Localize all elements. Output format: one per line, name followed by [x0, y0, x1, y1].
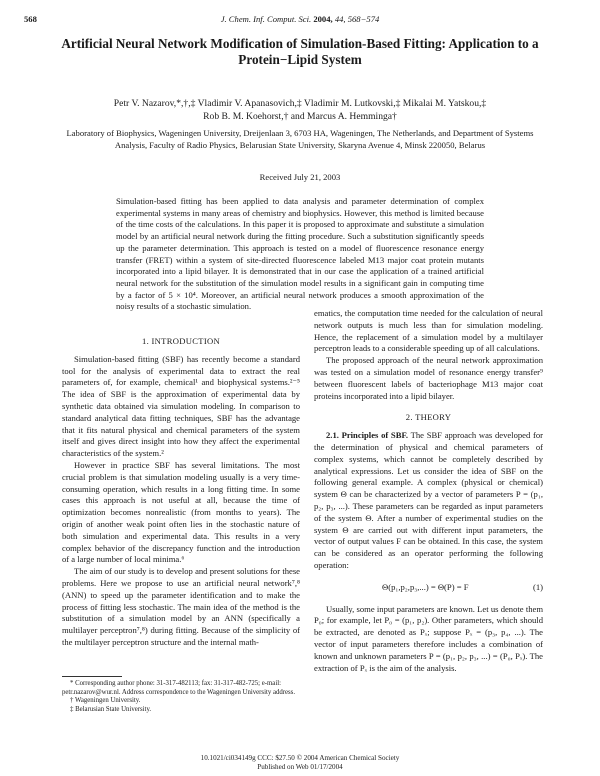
theory-paragraph-1-text: The SBF approach was developed for the determination of physical and chemical parameters of complex systems, which cannot be completely described by analytical expressions. Let us consider the idea of SBF on the following general example. A complex (physical or chemical) system Θ can be characterized by a vector of parameters P = (p₁, p₂, p₃, ...). These parameters can be regarded as input parameters of the system Θ. After a number of experimental studies on the system Θ are carried out with different input parameters, the vector of output values F can be obtained. In this case, the system can be considered as an operator performing the following operation: [314, 430, 544, 570]
paper-title: Artificial Neural Network Modification of Simulation-Based Fitting: Application to a Protein−Lipid System [61, 36, 539, 67]
journal-volume-pages: 44, 568−574 [334, 14, 380, 24]
journal-year: 2004, [313, 14, 333, 24]
footnote-corresponding: * Corresponding author phone: 31-317-482113; fax: 31-317-482-725; e-mail: petr.nazarov@wur.nl. Address correspondence to the Wageningen University address. [62, 680, 296, 696]
abstract: Simulation-based fitting has been applied to data analysis and parameter determination of complex experimental systems in many areas of chemistry and biophysics. However, this method is limited because of the time costs of the calculations. In this paper it is proposed to approximate and substitute a simulation model by an artificial neural network during the fitting procedure. Such a substitution significantly speeds up the parameter determination. This approach is tested on a model of fluorescence resonance energy transfer (FRET) within a system of site-directed fluorescence labeled M13 major coat protein mutants incorporated into a lipid bilayer. It is demonstrated that in our case the application of a trained artificial neural network for the substitution of the simulation model results in a significant gain in computing time by a factor of 5 × 10⁴. Moreover, an artificial neural network produces a smooth approximation of the noisy results of a stochastic simulation. [116, 196, 484, 312]
equation-number: (1) [532, 581, 543, 592]
equation-body: Θ(p₁,p₂,p₃,...) = Θ(P) = F [382, 581, 469, 592]
subsection-heading-sbf: 2.1. Principles of SBF. [326, 430, 409, 441]
footnote-dagger: † Wageningen University. [70, 697, 141, 705]
section-heading-introduction: 1. INTRODUCTION [141, 336, 221, 346]
intro-paragraph-2: However in practice SBF has several limitations. The most crucial problem is that simulation modeling usually is a very time-consuming operation, which results in a long fitting time. In some cases this approach is not useful at all, because the time of optimization becomes nonrealistic (from months to years). The origin of another weak point often lies in the stochastic nature of both simulation and experimental data. This results in a very complex behavior of the discrepancy function and the introduction of a large number of local minima.⁶ [62, 459, 300, 565]
right-column [314, 308, 543, 674]
theory-paragraph-1 [314, 430, 543, 572]
affiliations: Laboratory of Biophysics, Wageningen University, Dreijenlaan 3, 6703 HA, Wageningen, The Netherlands, and Department of Systems Analysis, Faculty of Radio Physics, Belarusian State University, Skaryna Avenue 4, Minsk 220050, Belarus [66, 128, 534, 150]
authors-line-1: Petr V. Nazarov,*,†,‡ Vladimir V. Apanasovich,‡ Vladimir M. Lutkovski,‡ Mikalai M. Yatskou,‡ [113, 98, 487, 109]
footnotes [62, 676, 300, 714]
intro-paragraph-3: The aim of our study is to develop and present solutions for these problems. Here we propose to use an artificial neural network⁷,⁸ (ANN) to speed up the parameter identification and to make the process of fitting less stochastic. The main idea of the method is the substitution of a simulation model by an ANN (specifically a multilayer perceptron⁷,⁸) during fitting. Because of the simplicity of the multilayer perceptron structure and the internal math- [62, 566, 300, 647]
footnote-ddagger: ‡ Belarusian State University. [70, 705, 152, 713]
theory-paragraph-2: Usually, some input parameters are known. Let us denote them P₀; for example, let P₀ = (p₁, p₂). Other parameters, which should be extracted, are denoted as Pₓ; suppose Pₓ = (p₃, p₄, ...). The vector of input parameters therefore includes a combination of known and unknown parameters P = (p₁, p₂, p₃, ...) = (P₀, Pₓ). The extraction of Pₓ is the aim of the analysis. [314, 603, 543, 673]
received-date: Received July 21, 2003 [259, 172, 341, 182]
journal-citation [24, 14, 576, 24]
intro-paragraph-4: ematics, the computation time needed for the calculation of neural network outputs is much less than for simulation modeling. Hence, the replacement of a simulation model by a multilayer perceptron leads to a considerable speeding up of all calculations. [314, 308, 543, 354]
authors-line-2: Rob B. M. Koehorst,† and Marcus A. Hemminga† [203, 110, 397, 122]
footnote-rule [62, 676, 122, 677]
equation-1 [314, 582, 543, 594]
publication-footer [0, 754, 600, 772]
author-list [70, 98, 530, 123]
published-date: Published on Web 01/17/2004 [257, 763, 343, 771]
journal-name: J. Chem. Inf. Comput. Sci. [220, 14, 312, 24]
left-column [62, 336, 300, 649]
intro-paragraph-1: Simulation-based fitting (SBF) has recently become a standard tool for the analysis of experimental data to extract the real parameters of, for example, chemical¹ and biophysical systems.²⁻⁵ The idea of SBF is the approximation of experimental data by synthetic data obtained via simulation modeling. In comparison to standard analytical data fitting techniques, SBF has the advantage that it fits natural physical and chemical parameters of the system itself and gives direct insight into how they affect the experimental characteristics of the system.² [62, 353, 300, 459]
section-heading-theory: 2. THEORY [405, 412, 452, 423]
intro-paragraph-5: The proposed approach of the neural network approximation was tested on a simulation model of resonance energy transfer⁹ between fluorescent labels of bacteriophage M13 major coat proteins incorporated into a lipid bilayer. [314, 355, 543, 401]
page-number: 568 [24, 14, 37, 24]
doi-line: 10.1021/ci034149g CCC: $27.50 © 2004 American Chemical Society [200, 754, 400, 762]
running-header [24, 14, 576, 28]
